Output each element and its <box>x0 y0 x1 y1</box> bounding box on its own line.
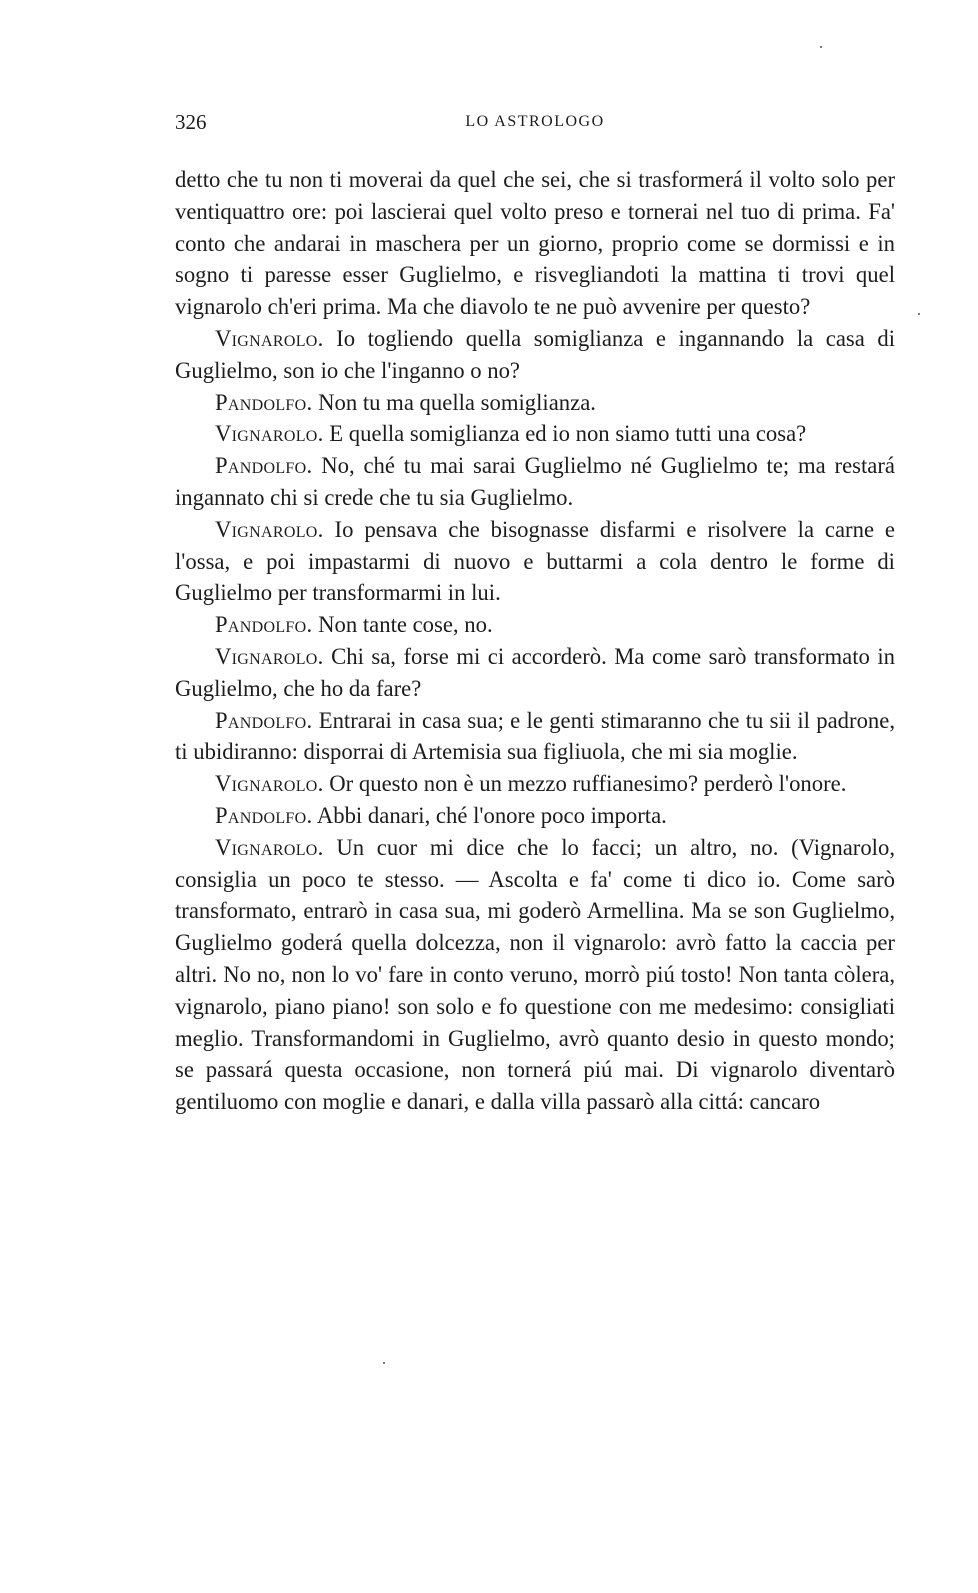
opening-paragraph: detto che tu non ti moverai da quel che sei, che si trasformerá il volto solo per ventiquattro ore: poi lascierai quel volto preso e tornerai nel tuo di prima. Fa' conto che andarai in maschera per un giorno, proprio come se dormissi e in sogno ti paresse esser Guglielmo, e risvegliandoti la mattina ti trovi quel vignarolo ch'eri prima. Ma che diavolo te ne può avvenire per questo? <box>175 167 895 320</box>
speech-text: Entrarai in casa sua; e le genti stimaranno che tu sii il padrone, ti ubidiranno: disporrai di Artemisia sua figliuola, che mi sia moglie. <box>175 707 896 765</box>
speaker-name: Pandolfo. <box>215 612 313 638</box>
speech-pandolfo <box>175 705 895 769</box>
speaker-name: Pandolfo. <box>215 802 313 828</box>
speaker-name: Vignarolo. <box>215 516 324 542</box>
speaker-name: Vignarolo. <box>215 771 324 797</box>
speech-vignarolo <box>175 418 895 450</box>
speech-text: Io togliendo quella somiglianza e ingannando la casa di Guglielmo, son io che l'inganno o no? <box>175 325 895 383</box>
speaker-name: Vignarolo. <box>215 421 324 447</box>
scan-speck <box>918 313 920 315</box>
speech-text: Io pensava che bisognasse disfarmi e risolvere la carne e l'ossa, e poi impastarmi di nuovo e buttarmi a cola dentro le forme di Guglielmo per transformarmi in lui. <box>175 516 896 606</box>
speech-pandolfo <box>175 387 895 419</box>
speech-vignarolo <box>175 768 895 800</box>
speaker-name: Pandolfo. <box>215 707 313 733</box>
scan-speck <box>820 46 822 48</box>
running-title: LO ASTROLOGO <box>465 113 605 130</box>
speech-text: No, ché tu mai sarai Guglielmo né Guglielmo te; ma restará ingannato chi si crede che tu sia Guglielmo. <box>175 453 895 510</box>
speech-pandolfo <box>175 609 895 641</box>
speaker-name: Vignarolo. <box>215 643 324 669</box>
speech-text: E quella somiglianza ed io non siamo tutti una cosa? <box>329 421 807 447</box>
page-number: 326 <box>175 110 207 134</box>
speaker-name: Vignarolo. <box>215 834 324 860</box>
speech-text: Non tu ma quella somiglianza. <box>318 389 596 415</box>
speaker-name: Pandolfo. <box>215 453 313 479</box>
speech-vignarolo <box>175 514 895 609</box>
speech-text: Abbi danari, ché l'onore poco importa. <box>316 802 667 828</box>
speech-vignarolo <box>175 323 895 387</box>
speech-pandolfo <box>175 450 895 514</box>
speaker-name: Vignarolo. <box>215 325 324 351</box>
speech-text: Un cuor mi dice che lo facci; un altro, no. (Vignarolo, consiglia un poco te stesso. — Ascolta e fa' come ti dico io. Come sarò transformato, entrarò in casa sua, mi goderò Armellina. Ma se son Guglielmo, Guglielmo goderá quella dolcezza, non il vignarolo: avrò fatto la caccia per altri. No no, non lo vo' fare in conto veruno, morrò piú tosto! Non tanta còlera, vignarolo, piano piano! son solo e fo questione con me medesimo: consigliati meglio. Transformandomi in Guglielmo, avrò quanto desio in questo mondo; se passará questa occasione, non tornerá piú mai. Di vignarolo diventarò gentiluomo con moglie e danari, e dalla villa passarò alla cittá: cancaro <box>175 834 896 1115</box>
speech-text: Chi sa, forse mi ci accorderò. Ma come sarò transformato in Guglielmo, che ho da fare? <box>175 643 896 701</box>
speech-text: Non tante cose, no. <box>318 612 493 638</box>
page-header <box>175 110 895 140</box>
scan-speck <box>383 1362 385 1364</box>
speech-text: Or questo non è un mezzo ruffianesimo? perderò l'onore. <box>329 771 847 797</box>
speech-vignarolo <box>175 832 895 1118</box>
speaker-name: Pandolfo. <box>215 389 313 415</box>
speech-pandolfo <box>175 800 895 832</box>
speech-vignarolo <box>175 641 895 705</box>
body-text <box>175 164 895 1118</box>
